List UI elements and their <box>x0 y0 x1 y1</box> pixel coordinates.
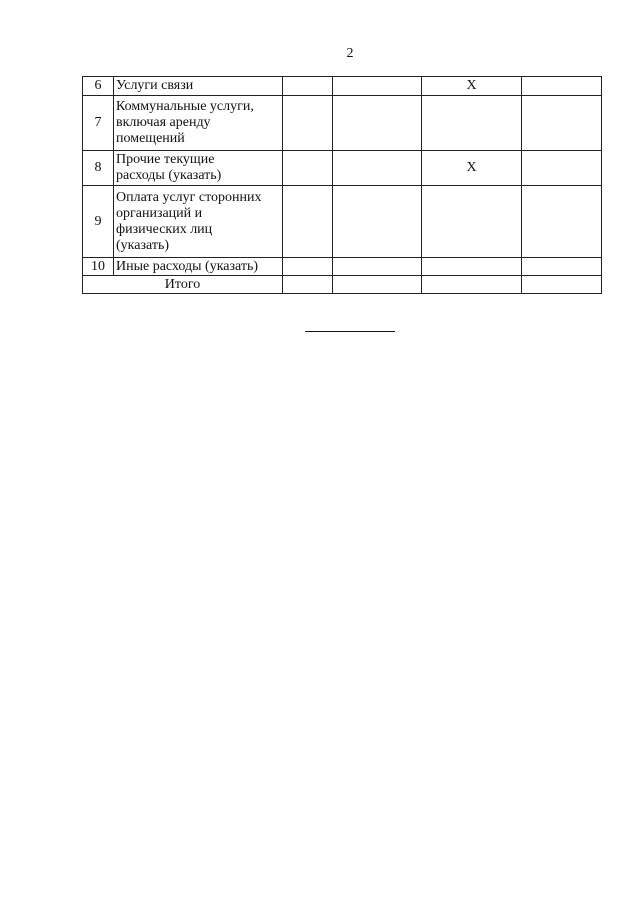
table-cell <box>422 258 522 276</box>
row-number: 8 <box>83 151 114 186</box>
table-cell <box>522 276 602 294</box>
table-cell <box>422 186 522 258</box>
table-cell <box>522 258 602 276</box>
row-number: 6 <box>83 77 114 96</box>
table-cell <box>283 96 333 151</box>
table-cell <box>422 96 522 151</box>
table-row <box>83 258 602 276</box>
table-cell <box>422 276 522 294</box>
row-label: Коммунальные услуги, включая аренду помещений <box>114 96 283 151</box>
total-label: Итого <box>83 276 283 294</box>
table-row <box>83 186 602 258</box>
table-cell <box>522 186 602 258</box>
table-cell <box>522 77 602 96</box>
x-mark: X <box>422 77 522 96</box>
table-row <box>83 77 602 96</box>
table-cell <box>333 96 422 151</box>
table-cell <box>522 96 602 151</box>
table-cell <box>333 77 422 96</box>
row-label: Услуги связи <box>114 77 283 96</box>
table-cell <box>283 186 333 258</box>
table-cell <box>333 258 422 276</box>
table-cell <box>333 151 422 186</box>
table-row-total <box>83 276 602 294</box>
row-number: 10 <box>83 258 114 276</box>
row-label: Прочие текущие расходы (указать) <box>114 151 283 186</box>
expenses-table <box>82 76 602 294</box>
x-mark: X <box>422 151 522 186</box>
page-number: 2 <box>346 46 354 61</box>
row-number: 9 <box>83 186 114 258</box>
end-divider <box>305 331 395 332</box>
table-row <box>83 151 602 186</box>
row-label: Оплата услуг сторонних организаций и физических лиц (указать) <box>114 186 283 258</box>
table-cell <box>283 77 333 96</box>
table-cell <box>283 276 333 294</box>
table-cell <box>333 276 422 294</box>
table-cell <box>522 151 602 186</box>
row-label: Иные расходы (указать) <box>114 258 283 276</box>
table-cell <box>283 258 333 276</box>
row-number: 7 <box>83 96 114 151</box>
table-cell <box>283 151 333 186</box>
table-row <box>83 96 602 151</box>
table-cell <box>333 186 422 258</box>
